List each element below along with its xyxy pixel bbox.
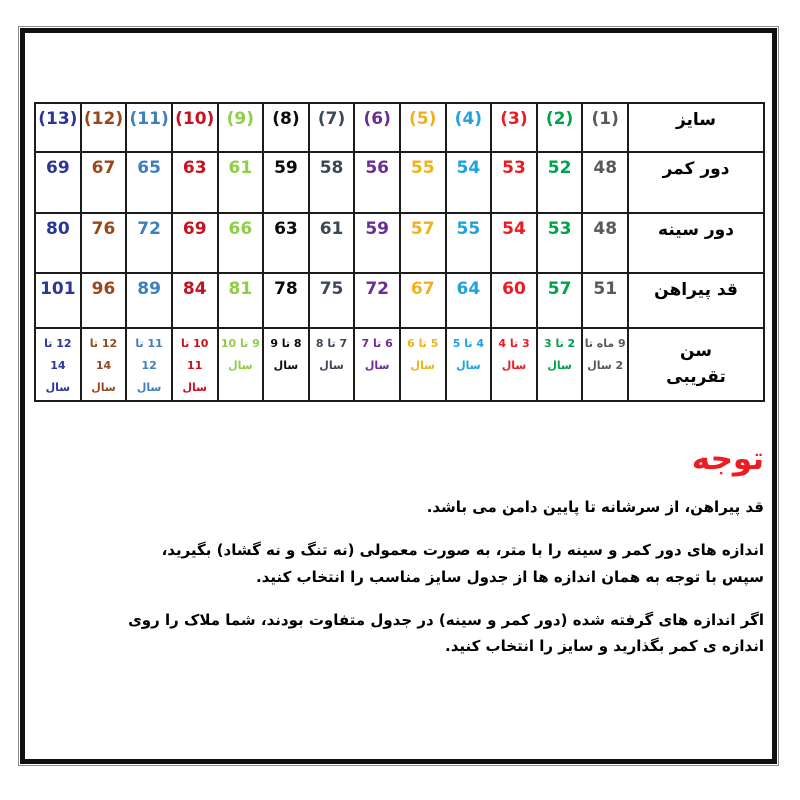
age-value-col-12: 12 تا 14 سال xyxy=(81,328,127,401)
age-value-col-4: 4 تا 5 سال xyxy=(446,328,492,401)
table-row-age xyxy=(35,328,764,401)
age-value-col-10: 10 تا 11 سال xyxy=(172,328,218,401)
age-value-col-5: 5 تا 6 سال xyxy=(400,328,446,401)
shirt-length-value-col-4: 64 xyxy=(446,273,492,328)
waist-value-col-7: 58 xyxy=(309,152,355,213)
age-value-col-1: 9 ماه تا 2 سال xyxy=(582,328,628,401)
size-value-col-5: (5) xyxy=(400,103,446,152)
size-value-col-9: (9) xyxy=(218,103,264,152)
size-value-col-12: (12) xyxy=(81,103,127,152)
shirt-length-value-col-12: 96 xyxy=(81,273,127,328)
waist-value-col-11: 65 xyxy=(126,152,172,213)
table-row-size xyxy=(35,103,764,152)
chest-value-col-2: 53 xyxy=(537,213,583,273)
page-frame xyxy=(20,28,777,764)
shirt-length-value-col-8: 78 xyxy=(263,273,309,328)
waist-value-col-5: 55 xyxy=(400,152,446,213)
shirt-length-value-col-3: 60 xyxy=(491,273,537,328)
row-label-size: سایز xyxy=(628,103,764,152)
row-label-age: سن تقریبی xyxy=(628,328,764,401)
size-value-col-10: (10) xyxy=(172,103,218,152)
shirt-length-value-col-2: 57 xyxy=(537,273,583,328)
row-label-waist: دور کمر xyxy=(628,152,764,213)
waist-value-col-8: 59 xyxy=(263,152,309,213)
waist-value-col-6: 56 xyxy=(354,152,400,213)
notice-paragraph-shirt-length: قد پیراهن، از سرشانه تا پایین دامن می باشد. xyxy=(426,498,764,517)
chest-value-col-11: 72 xyxy=(126,213,172,273)
size-value-col-6: (6) xyxy=(354,103,400,152)
shirt-length-value-col-13: 101 xyxy=(35,273,81,328)
row-label-chest: دور سینه xyxy=(628,213,764,273)
age-value-col-13: 12 تا 14 سال xyxy=(35,328,81,401)
age-value-col-2: 2 تا 3 سال xyxy=(537,328,583,401)
notice-section xyxy=(117,441,764,676)
chest-value-col-8: 63 xyxy=(263,213,309,273)
waist-value-col-9: 61 xyxy=(218,152,264,213)
notice-paragraph-measuring: اندازه های دور کمر و سینه را با متر، به صورت معمولی (نه تنگ و نه گشاد) بگیرید، سپس با توجه به همان اندازه ها از جدول سایز مناسب را انتخاب کنید. xyxy=(161,541,764,586)
size-value-col-13: (13) xyxy=(35,103,81,152)
row-label-shirt-length: قد پیراهن xyxy=(628,273,764,328)
chest-value-col-10: 69 xyxy=(172,213,218,273)
notice-title: توجه xyxy=(691,441,764,477)
age-value-col-3: 3 تا 4 سال xyxy=(491,328,537,401)
size-value-col-4: (4) xyxy=(446,103,492,152)
shirt-length-value-col-11: 89 xyxy=(126,273,172,328)
shirt-length-value-col-1: 51 xyxy=(582,273,628,328)
chest-value-col-12: 76 xyxy=(81,213,127,273)
size-chart-table xyxy=(34,102,765,402)
chest-value-col-6: 59 xyxy=(354,213,400,273)
shirt-length-value-col-10: 84 xyxy=(172,273,218,328)
shirt-length-value-col-5: 67 xyxy=(400,273,446,328)
size-value-col-11: (11) xyxy=(126,103,172,152)
size-value-col-3: (3) xyxy=(491,103,537,152)
age-value-col-6: 6 تا 7 سال xyxy=(354,328,400,401)
notice-paragraph-waist-priority: اگر اندازه های گرفته شده (دور کمر و سینه) در جدول متفاوت بودند، شما ملاک را روی اندازه ی کمر بگذارید و سایز را انتخاب کنید. xyxy=(128,610,764,656)
shirt-length-value-col-9: 81 xyxy=(218,273,264,328)
waist-value-col-10: 63 xyxy=(172,152,218,213)
chest-value-col-13: 80 xyxy=(35,213,81,273)
size-value-col-1: (1) xyxy=(582,103,628,152)
chest-value-col-7: 61 xyxy=(309,213,355,273)
chest-value-col-3: 54 xyxy=(491,213,537,273)
age-value-col-11: 11 تا 12 سال xyxy=(126,328,172,401)
waist-value-col-2: 52 xyxy=(537,152,583,213)
shirt-length-value-col-7: 75 xyxy=(309,273,355,328)
shirt-length-value-col-6: 72 xyxy=(354,273,400,328)
table-row-waist xyxy=(35,152,764,213)
table-row-shirt-length xyxy=(35,273,764,328)
chest-value-col-9: 66 xyxy=(218,213,264,273)
age-value-col-8: 8 تا 9 سال xyxy=(263,328,309,401)
waist-value-col-4: 54 xyxy=(446,152,492,213)
size-value-col-7: (7) xyxy=(309,103,355,152)
chest-value-col-1: 48 xyxy=(582,213,628,273)
size-value-col-2: (2) xyxy=(537,103,583,152)
chest-value-col-5: 57 xyxy=(400,213,446,273)
size-value-col-8: (8) xyxy=(263,103,309,152)
age-value-col-9: 9 تا 10 سال xyxy=(218,328,264,401)
waist-value-col-1: 48 xyxy=(582,152,628,213)
waist-value-col-3: 53 xyxy=(491,152,537,213)
table-row-chest xyxy=(35,213,764,273)
waist-value-col-13: 69 xyxy=(35,152,81,213)
waist-value-col-12: 67 xyxy=(81,152,127,213)
chest-value-col-4: 55 xyxy=(446,213,492,273)
age-value-col-7: 7 تا 8 سال xyxy=(309,328,355,401)
